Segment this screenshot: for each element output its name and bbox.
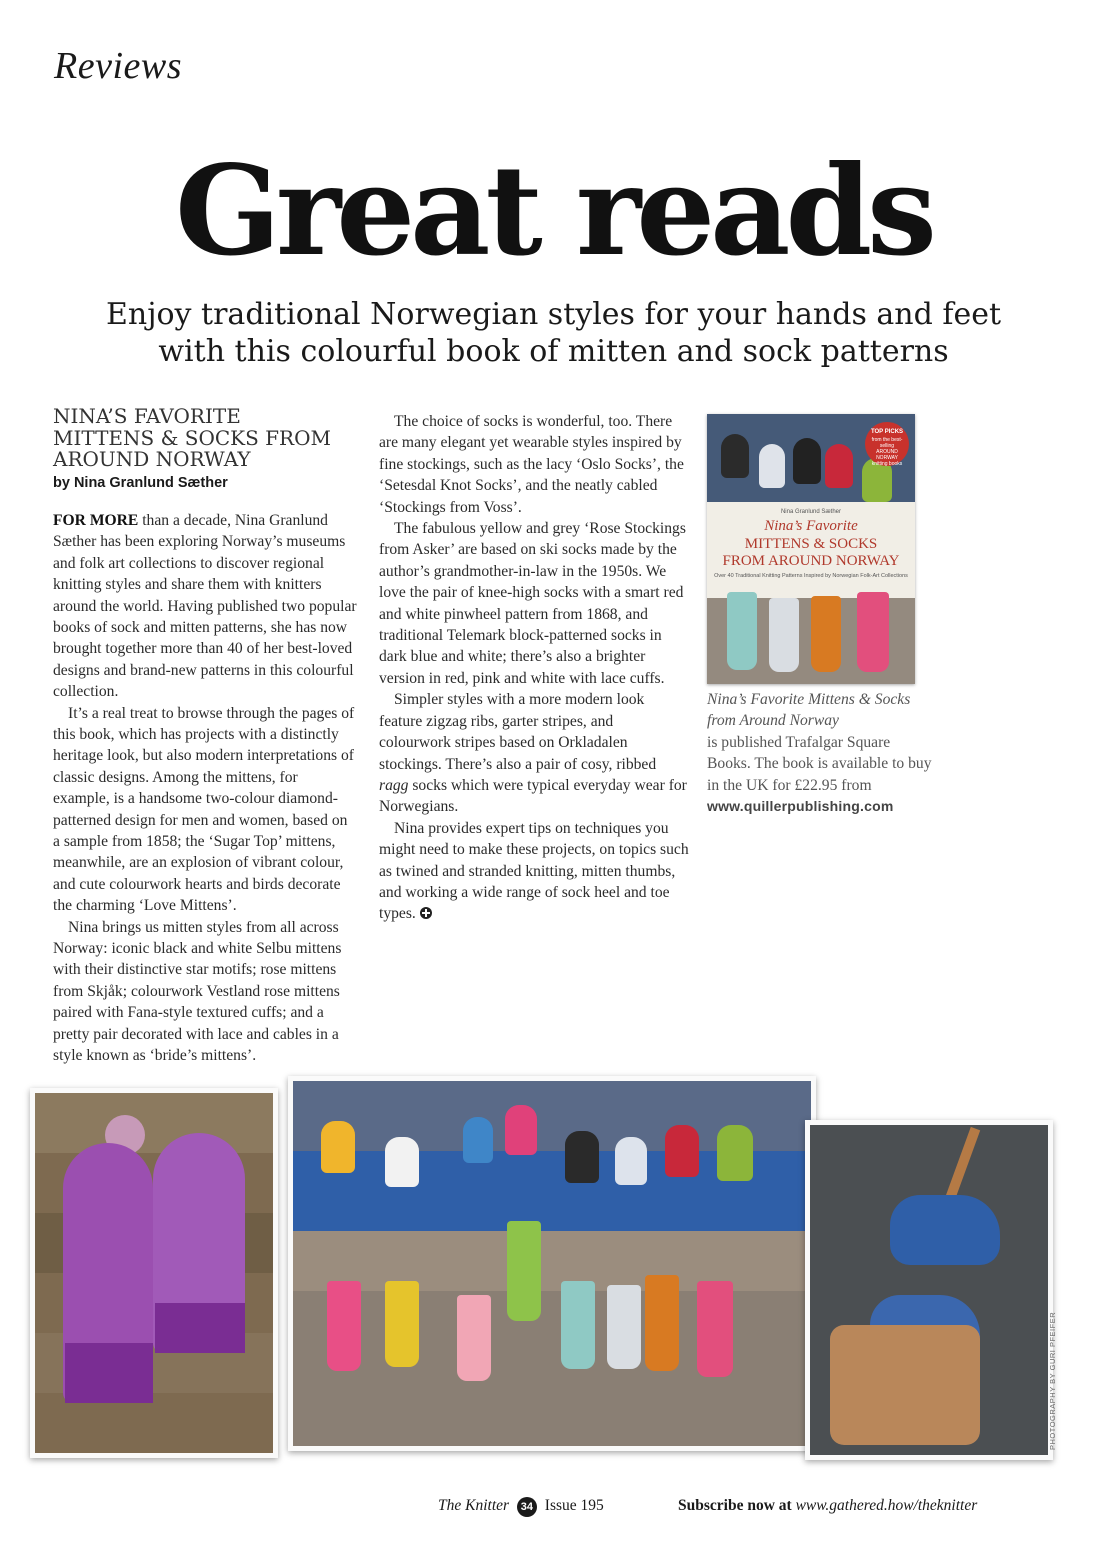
paragraph-1 [53,510,358,703]
mitten-icon [825,444,853,488]
cover-badge-text: from the best-selling AROUND NORWAY knitting books [871,437,903,467]
publisher-link[interactable]: www.quillerpublishing.com [707,798,894,815]
mitten-cuff [65,1343,153,1403]
ground [293,1291,813,1451]
sock-icon [769,598,799,672]
mitten-icon [793,438,821,484]
publication-name: The Knitter [438,1497,510,1514]
mitten-icon [759,444,785,488]
sock-icon [811,596,841,672]
photo-credit-text: PHOTOGRAPHY BY GURI PFEIFER [1048,1311,1057,1450]
subscribe-link[interactable]: www.gathered.how/theknitter [795,1497,978,1514]
article-column-2 [379,411,689,925]
subtitle-line-1: Enjoy traditional Norwegian styles for your hands and feet [105,297,1002,332]
stone-bench [293,1231,813,1291]
paragraph-2: It’s a real treat to browse through the pages of this book, which has projects with a distinctly heritage look, but also modern interpretations of classic designs. Among the mittens, for example, is a handsome two-colour diamond-patterned design for men and women, based on a sample from 1858; the ‘Sugar Top’ mittens, meanwhile, are an explosion of vibrant colour, and cute colourwork hearts and birds decorate the charming ‘Love Mittens’. [53,704,355,915]
paragraph-7 [379,818,689,925]
article-column-1 [53,406,358,1066]
mitten-icon [665,1125,699,1177]
mitten-icon [385,1137,419,1187]
photo-mittens-with-bag [805,1120,1053,1460]
mitten-icon [463,1117,493,1163]
book-cover [707,414,915,684]
mitten-icon [890,1195,1000,1265]
mitten-cuff [155,1303,245,1353]
cover-name: Nina’s Favorite [764,518,858,534]
paragraph-4: The choice of socks is wonderful, too. There are many elegant yet wearable styles inspired by fine stockings, such as the lacy ‘Oslo Socks’, the ‘Setesdal Knot Socks’, and the neatly cabled ‘Stockings from Voss’. [379,413,684,516]
paragraph-6-italic: ragg [379,776,409,794]
book-title [53,406,358,471]
sock-icon [697,1281,733,1377]
mitten-icon [321,1121,355,1173]
paragraph-3: Nina brings us mitten styles from all across Norway: iconic black and white Selbu mittens with their distinctive star motifs; rose mittens from Skjåk; colourwork Vestland rose mittens paired with Fana-style textured cuffs; and a pretty pair decorated with lace and cables in a style known as ‘bride’s mittens’. [53,918,342,1065]
cover-author: Nina Granlund Sæther [780,509,842,515]
mitten-icon [505,1105,537,1155]
paragraph-7-text: Nina provides expert tips on techniques you might need to make these projects, on topics such as twined and stranded knitting, mitten thumbs, and working a wide range of sock heel and toe types. [379,819,689,923]
cover-badge-head: TOP PICKS [870,429,904,435]
photo-credit [1048,1311,1078,1470]
cover-tagline: Over 40 Traditional Knitting Patterns Inspired by Norwegian Folk-Art Collections [714,573,908,579]
sock-icon [385,1281,419,1367]
sock-icon [727,592,757,670]
photo-mittens-on-wood [30,1088,278,1458]
footer-subscribe [678,1497,977,1515]
end-mark-icon [420,907,432,919]
sock-icon [857,592,889,672]
cover-caption [707,689,932,817]
cover-badge [865,422,909,466]
sock-icon [507,1221,541,1321]
sock-icon [645,1275,679,1371]
byline: by Nina Granlund Sæther [53,474,228,491]
lead-in: FOR MORE [53,511,139,529]
mitten-icon [615,1137,647,1185]
sock-icon [457,1295,491,1381]
subtitle-line-2: with this colourful book of mitten and sock patterns [158,334,949,369]
book-title-line-3: AROUND NORWAY [53,447,251,471]
mitten-icon [721,434,749,478]
page-number: 34 [517,1497,537,1517]
book-title-line-1: NINA’S FAVORITE [53,404,241,428]
caption-book-title: Nina’s Favorite Mittens & Socks from Around Norway [707,691,911,730]
paragraph-6-text-a: Simpler styles with a more modern look feature zigzag ribs, garter stripes, and colourwork stripes based on Orkladalen stockings. There’s also a pair of cosy, ribbed [379,691,657,773]
section-label: Reviews [54,45,183,87]
paragraph-6 [379,689,689,817]
photo-knitters-on-bench [288,1076,816,1451]
book-title-line-2: MITTENS & SOCKS FROM [53,425,331,450]
subscribe-label: Subscribe now at [678,1497,792,1514]
photo-strip [0,1060,1107,1460]
sock-icon [607,1285,641,1369]
leather-bag [830,1325,980,1445]
mitten-icon [565,1131,599,1183]
paragraph-5: The fabulous yellow and grey ‘Rose Stockings from Asker’ are based on ski socks made by the author’s grandmother-in-law in the 1950s. We love the pair of knee-high socks with a smart red and white pinwheel pattern from 1868, and traditional Telemark block-patterned socks in dark blue and white; there’s also a brighter version in red, pink and white with lace cuffs. [379,520,686,687]
footer-publication [438,1497,604,1517]
wood-plank [35,1093,275,1153]
mitten-icon [717,1125,753,1181]
page-title: Great reads [175,139,932,284]
cover-title-line-2: FROM AROUND NORWAY [722,553,900,569]
sock-icon [561,1281,595,1369]
sock-icon [327,1281,361,1371]
subtitle [60,296,1047,370]
issue-number: Issue 195 [544,1497,604,1514]
cover-title-line-1: MITTENS & SOCKS [744,536,878,552]
paragraph-6-text-b: socks which were typical everyday wear for Norwegians. [379,776,687,816]
paragraph-1-text: than a decade, Nina Granlund Sæther has been exploring Norway’s museums and folk art collections to discover regional knitting styles and share them with knitters around the world. Having published two popular books of sock and mitten patterns, she has now brought together more than 40 of her best-loved designs and brand-new patterns in this colourful collection. [53,511,357,701]
caption-text: is published Trafalgar Square Books. The book is available to buy in the UK for £22.95 from [707,733,932,794]
